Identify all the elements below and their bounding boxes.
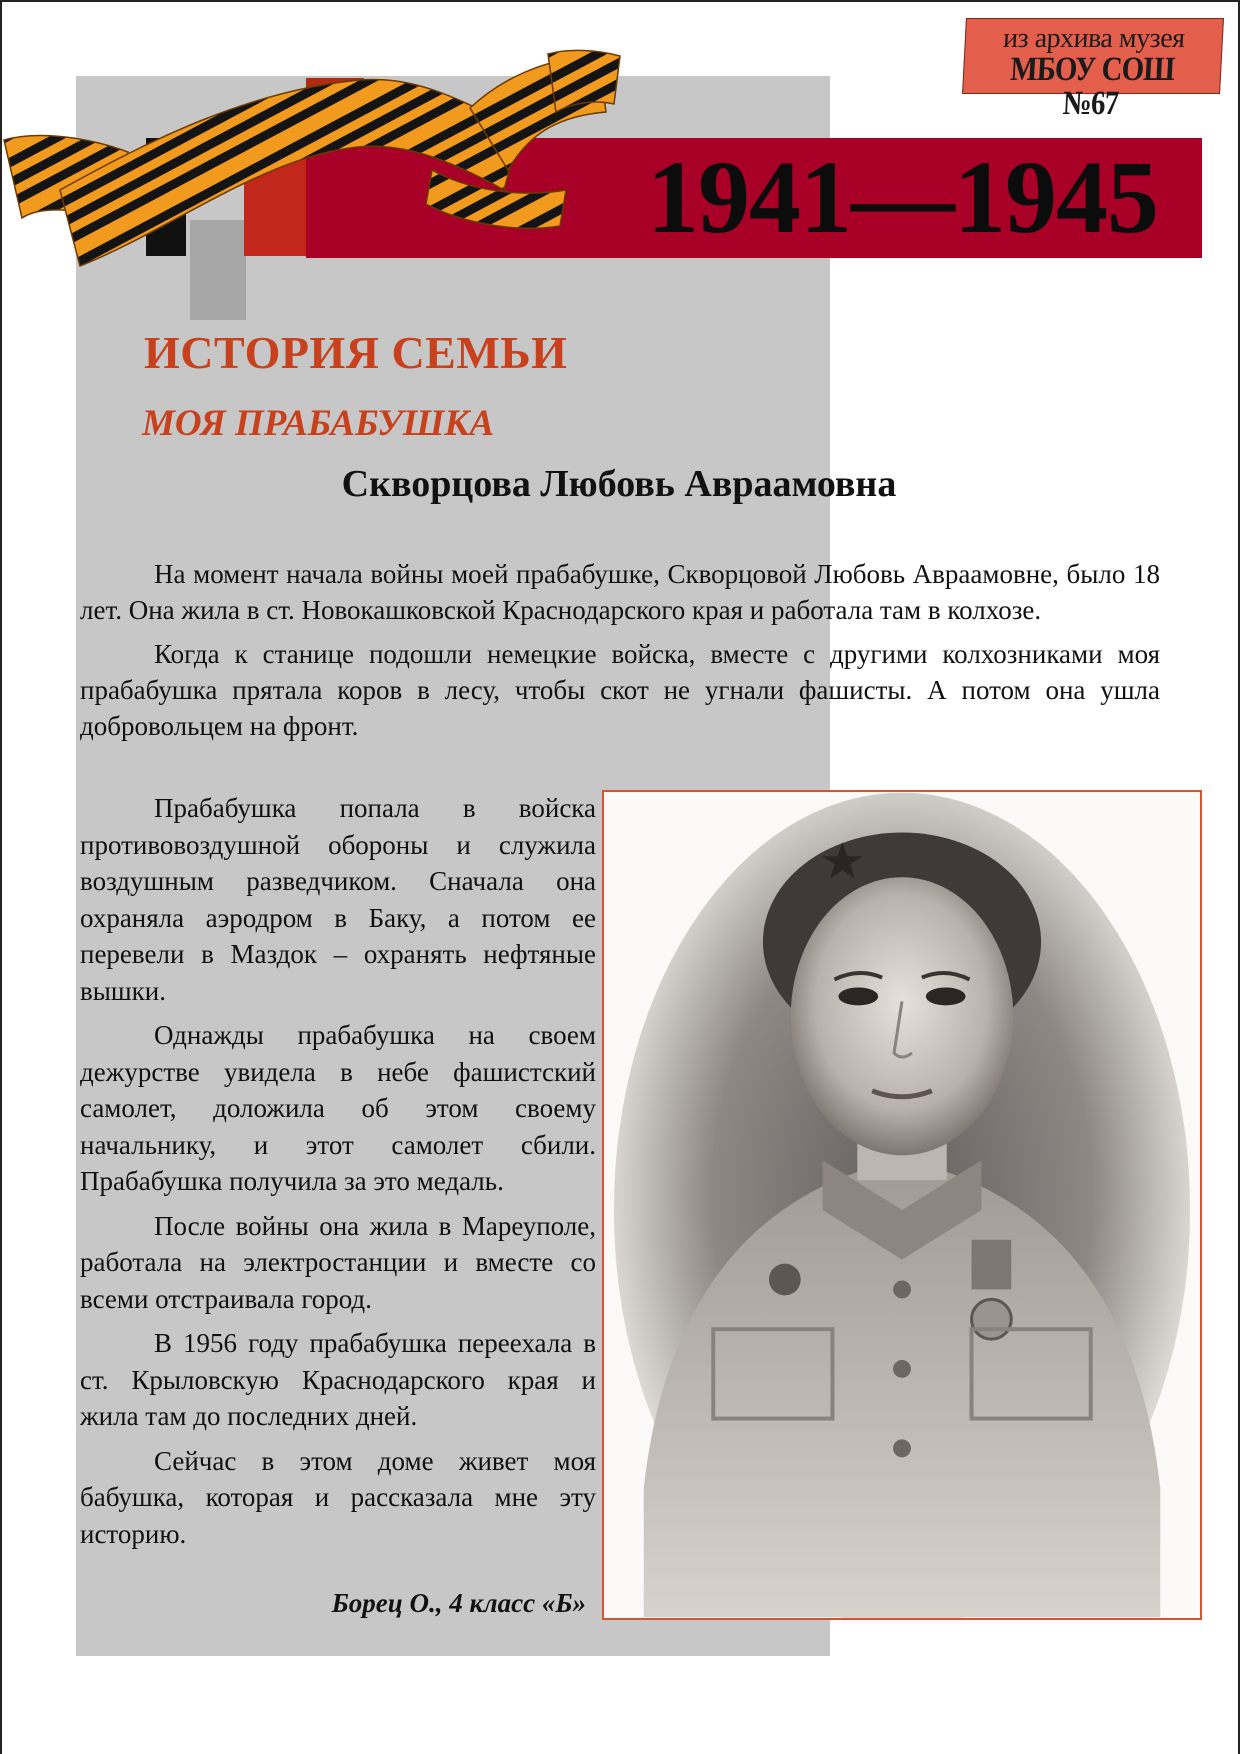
paragraph: Когда к станице подошли немецкие войска, вместе с другими колхозниками моя прабабушка прятала коров в лесу, чтобы скот не угнали фашисты. А потом она ушла добровольцем на фронт.	[80, 639, 1160, 741]
paragraph: После войны она жила в Мареуполе, работала на электростанции и вместе со всеми отстраивала город.	[80, 1210, 596, 1314]
article-intro	[80, 556, 1160, 752]
article-column	[80, 790, 596, 1560]
portrait-photo	[602, 790, 1202, 1620]
page-border-top	[0, 0, 1240, 2]
museum-archive-stamp	[962, 18, 1224, 122]
st-george-ribbon-icon	[0, 20, 640, 280]
paragraph: Сейчас в этом доме живет моя бабушка, которая и рассказала мне эту историю.	[80, 1445, 596, 1549]
paragraph: На момент начала войны моей прабабушке, Скворцовой Любовь Авраамовне, было 18 лет. Она жила в ст. Новокашковской Краснодарского края и работала там в колхозе.	[80, 559, 1160, 625]
archive-stamp-line1: из архива музея	[1002, 23, 1186, 54]
banner-years: 1941—1945	[647, 140, 1158, 255]
archive-stamp-line2: МБОУ СОШ №67	[1009, 51, 1176, 122]
paragraph: Прабабушка попала в войска противовоздушной обороны и служила воздушным разведчиком. Сначала она охраняла аэродром в Баку, а потом ее перевели в Маздок – охранять нефтяные вышки.	[80, 793, 596, 1006]
paragraph: В 1956 году прабабушка переехала в ст. Крыловскую Краснодарского края и жила там до последних дней.	[80, 1328, 596, 1431]
person-name-text: Скворцова Любовь Авраамовна	[341, 463, 897, 505]
person-name	[0, 462, 1240, 506]
paragraph: Однажды прабабушка на своем дежурстве увидела в небе фашистский самолет, доложила об этом своему начальнику, и этот самолет сбили. Прабабушка получила за это медаль.	[80, 1020, 596, 1196]
article-subheading: МОЯ ПРАБАБУШКА	[142, 403, 495, 444]
article-heading: ИСТОРИЯ СЕМЬИ	[144, 327, 568, 378]
article-author: Борец О., 4 класс «Б»	[331, 1588, 586, 1618]
portrait-photo-drawing	[604, 792, 1200, 1618]
